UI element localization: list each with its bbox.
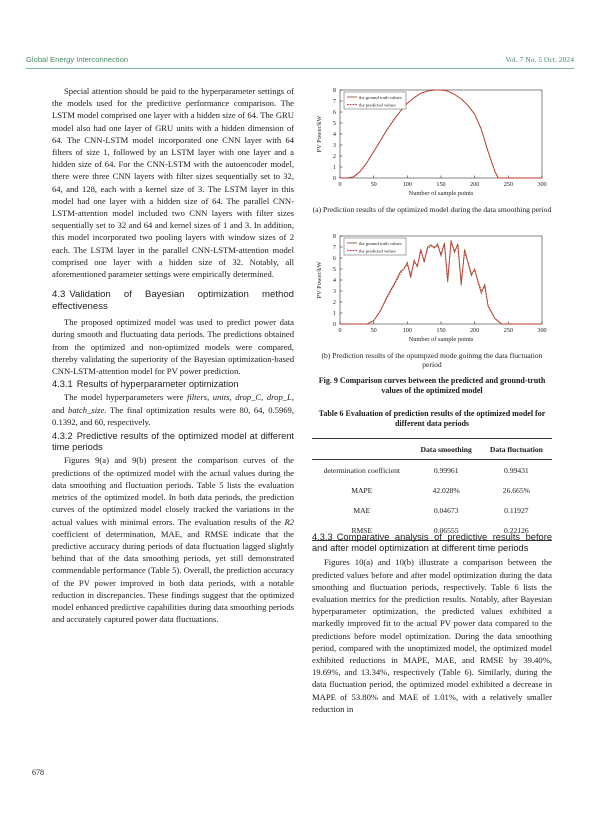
- y-tick-label: 7: [332, 244, 336, 252]
- text-span: The model hyperparameters were: [64, 392, 187, 403]
- left-column: [52, 85, 294, 625]
- right-column-text: [312, 530, 552, 715]
- section-title: Comparative analysis of predictive results before and after model optimization at different time periods: [312, 532, 552, 554]
- figure-9-caption: Fig. 9 Comparison curves between the predicted and ground-truth values of the optimized model: [318, 376, 546, 395]
- paragraph-comparative-analysis: Figures 10(a) and 10(b) illustrate a comparison between the predicted values before and after model optimization during the data smoothing and fluctuation periods, respectively. Table 6 lists the evaluation metrics for the prediction results. Notably, after Bayesian hyperparameter optimization, the predicted values exhibited a markedly improved fit to the actual PV power data compared to the predictions before model optimization. During the data smoothing period, compared with the unoptimized model, the optimized model exhibited reductions in MAPE, MAE, and RMSE by 39.40%, 19.69%, and 13.34%, respectively (Table 6). Similarly, during the data fluctuation period, the optimized model exhibited a decrease in MAPE of 53.80% and MAE of 1.01%, with a relatively smaller reduction in: [312, 557, 552, 714]
- paragraph-hyperparams: Special attention should be paid to the hyperparameter settings of the models used for the predictive performance comparison. The LSTM model comprised one layer with a hidden size of 64. The GRU model also had one layer of GRU units with a hidden dimension of 64. The CNN-LSTM model incorporated one CNN layer with 64 filters of size 1, followed by an LSTM layer with one layer and a hidden size of 64. For the CNN-LSTM with the autoencoder model, there were three CNN layers with filter sizes sequentially set to 32, 64, and 128, each with a kernel size of 3. The LSTM layer in this model had one layer with a hidden size of 64. The parallel CNN-LSTM-attention model included two CNN layers with filter sizes sequentially set to 32 and 64 and kernel sizes of 1 and 3. In addition, this model incorporated two pooling layers with window sizes of 2 each. The LSTM layer in the parallel CNN-LSTM-attention model comprised one layer with a hidden size of 32. Notably, all aforementioned parameter settings were empirically determined.: [52, 86, 294, 280]
- y-tick-label: 6: [332, 255, 336, 263]
- x-tick-label: 50: [370, 327, 377, 334]
- table-cell: 42.028%: [432, 485, 460, 495]
- y-axis-label: PV Power/kW: [316, 115, 323, 153]
- y-tick-label: 8: [332, 233, 336, 241]
- table-cell: 0.11927: [504, 505, 529, 515]
- italic-term: units: [212, 392, 230, 403]
- text-span: . The final optimization results were 80, 64, 0.5969, 0.1392, and 60, respectively.: [52, 404, 294, 427]
- table-cell: 0.22126: [504, 525, 529, 535]
- table-header-cell: Data smoothing: [420, 444, 472, 454]
- x-tick-label: 100: [402, 181, 412, 188]
- legend-label-pred: the predicted values: [359, 102, 396, 108]
- table-cell: determination coefficient: [323, 465, 400, 475]
- x-tick-label: 250: [503, 181, 513, 188]
- table-cell: 0.99431: [504, 465, 529, 475]
- y-tick-label: 6: [332, 109, 336, 117]
- italic-term: drop_C: [235, 392, 262, 403]
- x-tick-label: 0: [338, 181, 342, 188]
- x-tick-label: 150: [436, 327, 446, 334]
- page-number: 678: [32, 768, 44, 777]
- y-tick-label: 1: [332, 164, 336, 172]
- table-row: [312, 480, 552, 500]
- section-heading-4-3-3: [312, 532, 552, 554]
- table-cell: 0.99961: [433, 465, 459, 475]
- paragraph-validation: The proposed optimized model was used to predict power data during smooth and fluctuating data periods. The predictions obtained from the optimized and non-optimized models were compared, thereby validating the superiority of the Bayesian optimization-based CNN-LSTM-attention model for PV power prediction.: [52, 317, 294, 377]
- issue-info: Vol. 7 No. 5 Oct. 2024: [505, 55, 574, 64]
- table-header-row: [312, 439, 552, 460]
- y-tick-label: 5: [332, 120, 336, 128]
- table-row: [312, 500, 552, 520]
- paragraph-predictive-results: [52, 454, 294, 625]
- chart-smoothing-period: [312, 86, 552, 202]
- section-number: 4.3.2: [52, 431, 73, 442]
- italic-term: R2: [284, 516, 294, 527]
- x-tick-label: 300: [537, 181, 547, 188]
- text-span: coefficient of determination, MAE, and RMSE indicate that the predictive accuracy during periods of data fluctuation lagged slightly behind that of the data smoothing periods, yet still demonstrated commendable performance (Table 5). Overall, the prediction accuracy of the PV power improved in both data periods, with a notable reduction in discrepancies. These findings suggest that the optimized model enhanced predictive capabilities during data smoothing periods and accurately captured power data fluctuations.: [52, 528, 294, 625]
- italic-term: batch_size: [68, 404, 105, 415]
- legend-label-truth: the ground truth values: [359, 95, 402, 100]
- x-axis-label: Number of sample points: [408, 190, 474, 197]
- x-tick-label: 150: [436, 181, 446, 188]
- y-tick-label: 0: [332, 175, 336, 183]
- y-tick-label: 2: [332, 299, 336, 307]
- section-title: Results of hyperparameter optimization: [76, 379, 239, 390]
- y-tick-label: 3: [332, 142, 336, 150]
- y-tick-label: 3: [332, 288, 336, 296]
- table-cell: 0.06555: [433, 525, 459, 535]
- text-span: ,: [207, 392, 213, 403]
- table-header-cell: Data fluctuation: [489, 444, 543, 454]
- running-header: [26, 55, 574, 69]
- italic-term: drop_L: [266, 392, 292, 403]
- x-tick-label: 200: [470, 181, 480, 188]
- section-heading-4-3: [52, 289, 294, 312]
- section-number: 4.3.1: [52, 379, 73, 390]
- x-tick-label: 50: [370, 181, 377, 188]
- y-tick-label: 4: [332, 277, 336, 285]
- section-title: Predictive results of the optimized model at different time periods: [52, 431, 294, 453]
- section-number: 4.3.3: [312, 532, 333, 542]
- x-tick-label: 0: [338, 327, 342, 334]
- table-cell: MAE: [353, 505, 371, 515]
- journal-name: Global Energy Interconnection: [26, 55, 129, 64]
- section-title: Validation of Bayesian optimization method effectiveness: [52, 289, 294, 312]
- legend-label-truth: the ground truth values: [359, 241, 402, 246]
- text-span: Figures 9(a) and 9(b) present the comparison curves of the predictions of the optimized model with the actual values during the data smoothing and fluctuation periods. Table 5 lists the evaluation metrics of the optimized model. In both data periods, the prediction curves of the optimized model closely tracked the variations in the actual values with minimal errors. The evaluation results of the: [52, 455, 294, 527]
- x-axis-label: Number of sample points: [408, 336, 474, 343]
- legend-label-pred: the predicted values: [359, 248, 396, 254]
- table-header-cell: [312, 439, 412, 460]
- y-tick-label: 4: [332, 131, 336, 139]
- y-tick-label: 7: [332, 98, 336, 106]
- caption-a: (a) Prediction results of the optimized model during the data smoothing period: [312, 205, 552, 214]
- y-tick-label: 5: [332, 266, 336, 274]
- section-heading-4-3-2: [52, 431, 294, 453]
- y-tick-label: 8: [332, 87, 336, 95]
- header-rule: [26, 68, 574, 69]
- table-6-title: Table 6 Evaluation of prediction results of the optimized model for different data periods: [318, 409, 546, 428]
- y-tick-label: 1: [332, 310, 336, 318]
- table-cell: RMSE: [351, 525, 373, 535]
- table-cell: MAPE: [351, 485, 373, 495]
- y-tick-label: 2: [332, 153, 336, 161]
- section-number: 4.3: [52, 289, 66, 301]
- chart-fluctuation-period: [312, 232, 552, 348]
- table-6-wrapper: [312, 438, 552, 541]
- table-6: [312, 438, 552, 541]
- section-heading-4-3-1: [52, 379, 294, 390]
- x-tick-label: 200: [470, 327, 480, 334]
- caption-b: (b) Prediction results of the opumpzed mode goinmg the data fluctuation period: [321, 351, 543, 370]
- text-span: , and: [52, 392, 294, 415]
- x-tick-label: 300: [537, 327, 547, 334]
- table-cell: 0.04673: [433, 505, 459, 515]
- x-tick-label: 250: [503, 327, 513, 334]
- x-tick-label: 100: [402, 327, 412, 334]
- paragraph-hyperparam-results: [52, 391, 294, 428]
- text-span: ,: [229, 392, 236, 403]
- text-span: ,: [261, 392, 267, 403]
- y-axis-label: PV Power/kW: [316, 261, 323, 299]
- y-tick-label: 0: [332, 321, 336, 329]
- table-cell: 26.665%: [502, 485, 530, 495]
- italic-term: filters: [187, 392, 208, 403]
- table-row: [312, 460, 552, 481]
